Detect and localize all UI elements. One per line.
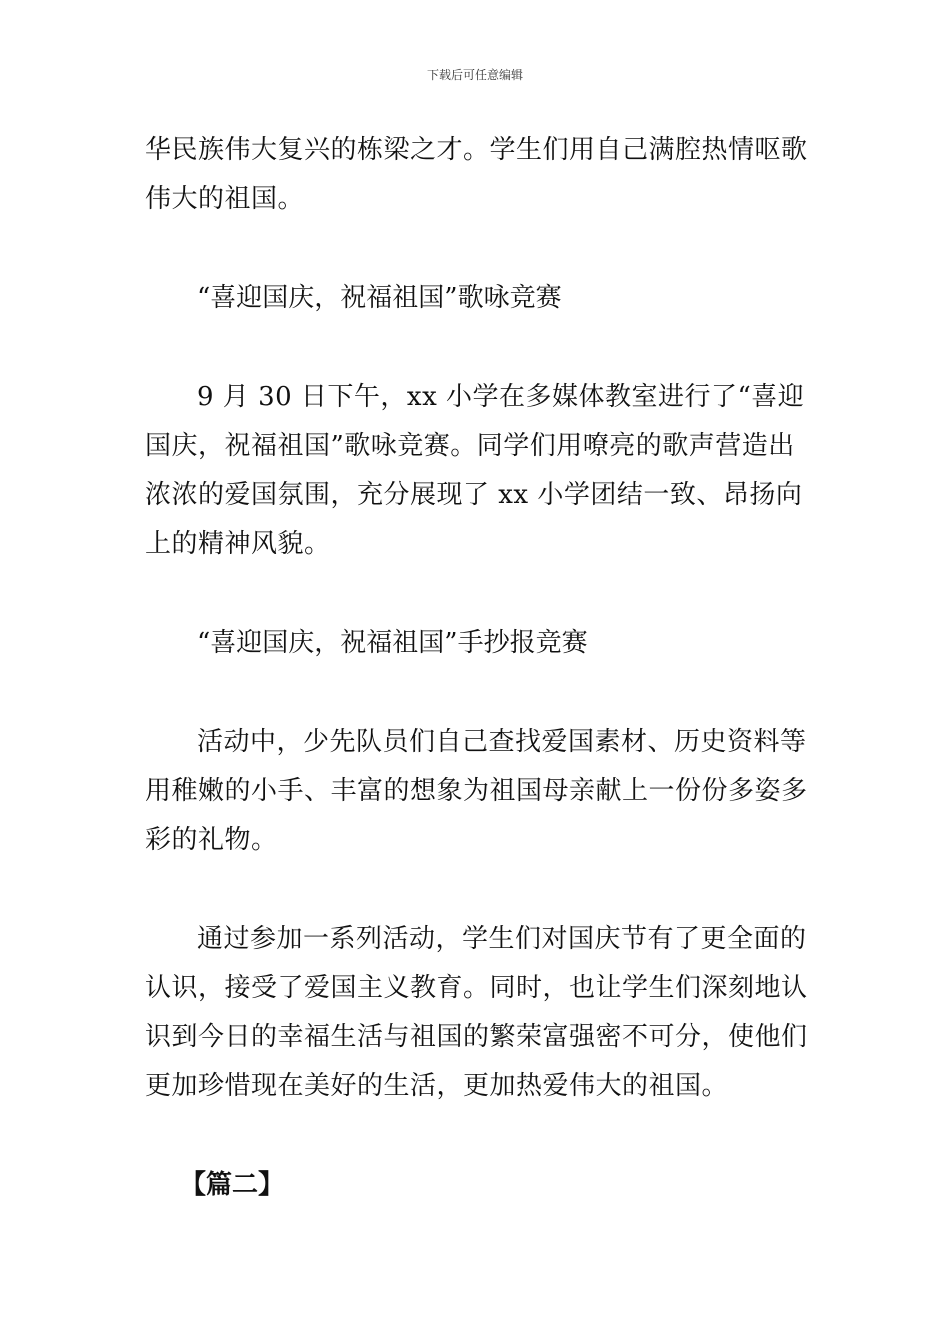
document-body [145, 126, 810, 1210]
paragraph-summary: 通过参加一系列活动，学生们对国庆节有了更全面的认识，接受了爱国主义教育。同时，也让学生们深刻地认识到今日的幸福生活与祖国的繁荣富强密不可分，使他们更加珍惜现在美好的生活，更加热爱伟大的祖国。 [145, 924, 808, 1101]
paragraph-spacer [145, 865, 810, 915]
paragraph-singing-contest: 9 月 30 日下午，xx 小学在多媒体教室进行了“喜迎国庆，祝福祖国”歌咏竞赛。同学们用嘹亮的歌声营造出浓浓的爱国氛围，充分展现了 xx 小学团结一致、昂扬向上的精神风貌。 [145, 382, 805, 559]
section-heading-handwritten-newspaper: “喜迎国庆，祝福祖国”手抄报竞赛 [197, 628, 588, 658]
paragraph-spacer [145, 569, 810, 619]
paragraph-spacer [145, 668, 810, 718]
paragraph-newspaper-activity: 活动中，少先队员们自己查找爱国素材、历史资料等用稚嫩的小手、丰富的想象为祖国母亲献上一份份多姿多彩的礼物。 [145, 727, 808, 855]
paragraph-spacer [145, 1111, 810, 1161]
section-heading-singing-contest: “喜迎国庆，祝福祖国”歌咏竞赛 [197, 283, 562, 313]
page-header-note: 下载后可任意编辑 [426, 68, 523, 82]
paragraph-continuation: 华民族伟大复兴的栋梁之才。学生们用自己满腔热情呕歌伟大的祖国。 [145, 135, 808, 214]
chapter-heading-part-two: 【篇二】 [180, 1170, 285, 1200]
paragraph-spacer [145, 224, 810, 274]
paragraph-spacer [145, 323, 810, 373]
